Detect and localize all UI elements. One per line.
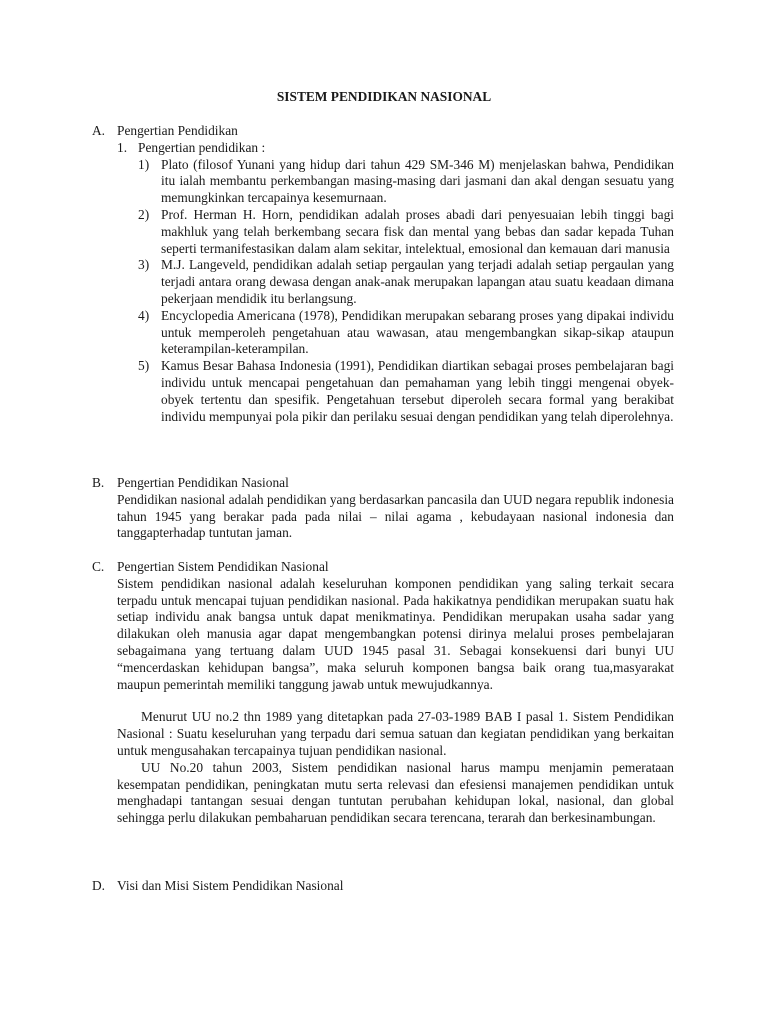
section-a-letter: A.	[92, 123, 106, 138]
section-a-title: Pengertian Pendidikan	[117, 123, 238, 138]
section-c	[92, 559, 674, 827]
section-a-heading	[92, 123, 674, 140]
section-b-heading	[92, 475, 674, 492]
section-b	[92, 475, 674, 542]
section-c-paragraph-3: UU No.20 tahun 2003, Sistem pendidikan nasional harus mampu menjamin pemerataan kesempatan pendidikan, peningkatan mutu serta relevasi dan efesiensi manajemen pendidikan untuk menghadapi tantangan sesuai dengan tuntutan perubahan kehidupan lokal, nasional, dan global sehingga perlu dilakukan pembaharuan pendidikan secara terencana, terarah dan berkesinambungan.	[117, 759, 674, 826]
document-title: SISTEM PENDIDIKAN NASIONAL	[276, 89, 492, 104]
list-item-number: 1)	[138, 156, 150, 172]
list-item-number: 3)	[138, 257, 150, 273]
section-d-title: Visi dan Misi Sistem Pendidikan Nasional	[117, 878, 344, 893]
list-item-number: 5)	[138, 358, 150, 374]
list-item-text: Plato (filosof Yunani yang hidup dari tahun 429 SM-346 M) menjelaskan bahwa, Pendidikan itu ialah membantu perkembangan masing-masing dari jasmani dan akal dengan sesuatu yang memungkinkan tercapainya kesemurnaan.	[161, 156, 674, 206]
subsection-1-title: Pengertian pendidikan :	[138, 139, 266, 155]
list-item-5	[92, 358, 674, 425]
subsection-1-number: 1.	[117, 139, 128, 155]
list-item-2	[92, 207, 674, 257]
list-item-4	[92, 308, 674, 358]
section-c-paragraph-2: Menurut UU no.2 thn 1989 yang ditetapkan pada 27-03-1989 BAB I pasal 1. Sistem Pendidikan Nasional : Suatu keseluruhan yang terpadu dari semua satuan dan kegiatan pendidikan yang berkaitan untuk mengusahakan tercapainya tujuan pendidikan nasional.	[117, 709, 674, 758]
section-d	[92, 878, 674, 895]
section-d-letter: D.	[92, 878, 106, 893]
list-item-3	[92, 257, 674, 307]
list-item-text: Prof. Herman H. Horn, pendidikan adalah proses abadi dari penyesuaian lebih tinggi bagi makhluk yang telah berkembang secara fisk dan mental yang bebas dan sadar kepada Tuhan seperti termanifestasikan dalam alam sekitar, intelektual, emosional dan kemauan dari manusia	[161, 206, 674, 256]
list-item-1	[92, 157, 674, 207]
section-b-title: Pengertian Pendidikan Nasional	[117, 475, 289, 490]
list-item-text: Encyclopedia Americana (1978), Pendidikan merupakan sebarang proses yang dipakai individu untuk memperoleh pengetahuan atau wawasan, atau mengembangkan sikap-sikap ataupun keterampilan-keterampilan.	[161, 307, 674, 357]
section-b-body: Pendidikan nasional adalah pendidikan yang berdasarkan pancasila dan UUD negara republik indonesia tahun 1945 yang berakar pada pada nilai – nilai agama , kebudayaan nasional indonesia dan tanggapterhadap tuntutan jaman.	[117, 491, 674, 541]
list-item-number: 2)	[138, 206, 150, 222]
list-item-number: 4)	[138, 307, 150, 323]
list-item-text: M.J. Langeveld, pendidikan adalah setiap pergaulan yang terjadi adalah setiap pergaulan yang terjadi antara orang dewasa dengan anak-anak merupakan lapangan atau suatu keadaan dimana pekerjaan mendidik itu berlangsung.	[161, 257, 674, 306]
section-c-body: Sistem pendidikan nasional adalah keseluruhan komponen pendidikan yang saling terkait secara terpadu untuk mencapai tujuan pendidikan nasional. Pada hakikatnya pendidikan merupakan suatu hak setiap individu anak bangsa untuk dapat menikmatinya. Pendidikan merupakan usaha sadar yang dilakukan oleh manusia agar dapat mengembangkan potensi dirinya melalui proses pembelajaran sebagaimana yang tertuang dalam UUD 1945 pasal 31. Sebagai konsekuensi dari bunyi UU “mencerdaskan kehidupan bangsa”, maka seluruh komponen bangsa baik orang tua,masyarakat maupun pemerintah memiliki tanggung jawab untuk mewujudkannya.	[117, 575, 674, 692]
section-d-heading	[92, 878, 674, 895]
section-c-heading	[92, 559, 674, 576]
section-b-letter: B.	[92, 475, 105, 490]
section-c-letter: C.	[92, 559, 105, 574]
list-item-text: Kamus Besar Bahasa Indonesia (1991), Pendidikan diartikan sebagai proses pembelajaran bagi individu untuk mencapai pengetahuan dan pemahaman yang lebih tinggi mengenai obyek-obyek tertentu dan spesifik. Pengetahuan tersebut diperoleh secara formal yang berakibat individu mempunyai pola pikir dan perilaku sesuai dengan pendidikan yang telah diperolehnya.	[161, 358, 674, 424]
subsection-1-heading	[92, 140, 674, 157]
paragraph-gap	[92, 693, 674, 709]
section-c-title: Pengertian Sistem Pendidikan Nasional	[117, 559, 329, 574]
section-a	[92, 123, 674, 425]
